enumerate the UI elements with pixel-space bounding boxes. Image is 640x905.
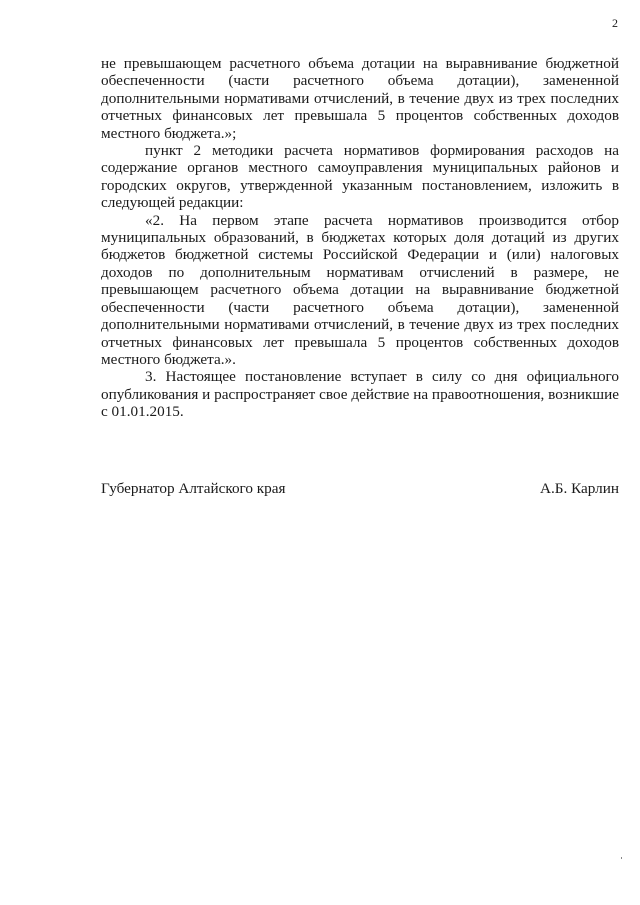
paragraph-effective-date: 3. Настоящее постановление вступает в силу со дня официального опубликования и распространяет свое действие на правоотношения, возникшие с 01.01.2015. — [101, 368, 619, 421]
paragraph-amendment-instruction: пункт 2 методики расчета нормативов формирования расходов на содержание органов местного самоуправления муниципальных районов и городских округов, утвержденной указанным постановлением, изложить в следующей редакции: — [101, 142, 619, 212]
document-body — [101, 55, 619, 421]
signatory-name: А.Б. Карлин — [540, 480, 619, 497]
signature-block — [101, 480, 619, 497]
paragraph-amended-clause: «2. На первом этапе расчета нормативов производится отбор муниципальных образований, в бюджетах которых доля дотаций из других бюджетов бюджетной системы Российской Федерации и (или) налоговых доходов по дополнительным нормативам отчислений в размере, не превышающем расчетного объема дотации на выравнивание бюджетной обеспеченности (части расчетного объема дотации), замененной дополнительными нормативами отчислений, в течение двух из трех последних отчетных финансовых лет превышала 5 процентов собственных доходов местного бюджета.». — [101, 211, 619, 368]
signatory-position: Губернатор Алтайского края — [101, 480, 286, 497]
scan-artifact — [621, 857, 622, 859]
page-number: 2 — [612, 16, 618, 30]
paragraph-continuation: не превышающем расчетного объема дотации на выравнивание бюджетной обеспеченности (части расчетного объема дотации), замененной дополнительными нормативами отчислений, в течение двух из трех последних отчетных финансовых лет превышала 5 процентов собственных доходов местного бюджета.»; — [101, 55, 619, 142]
